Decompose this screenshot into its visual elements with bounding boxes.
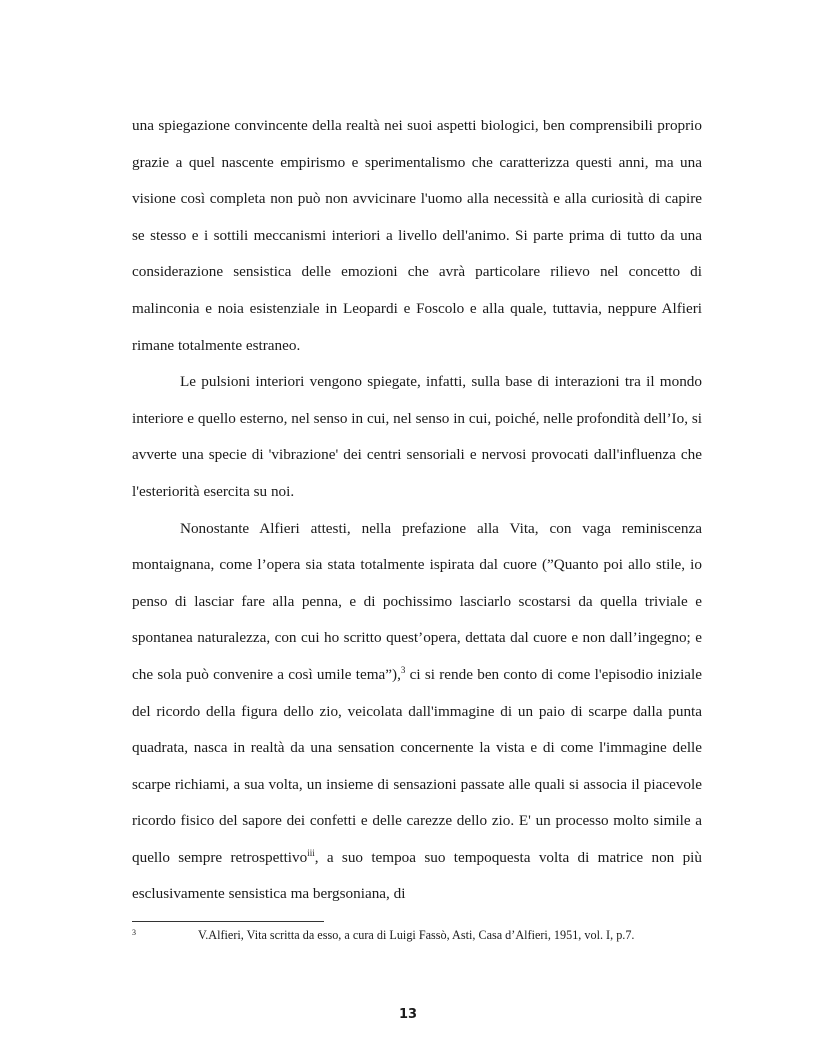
footnote-text: V.Alfieri, Vita scritta da esso, a cura di Luigi Fassò, Asti, Casa d’Alfieri, 1951, vol. I, p.7. [198, 928, 635, 942]
paragraph-3 [132, 511, 702, 914]
paragraph-2-text: Le pulsioni interiori vengono spiegate, infatti, sulla base di interazioni tra il mondo interiore e quello esterno, nel senso in cui, nel senso in cui, poiché, nelle profondità dell’Io, si avverte una specie di 'vibrazione' dei centri sensoriali e nervosi provocati dall'influenza che l'esteriorità esercita su noi. [132, 373, 702, 500]
page-number: 13 [398, 1007, 418, 1022]
paragraph-1 [132, 108, 702, 364]
paragraph-2 [132, 364, 702, 510]
paragraph-1-text: una spiegazione convincente della realtà nei suoi aspetti biologici, ben comprensibili proprio grazie a quel nascente empirismo e sperimentalismo che caratterizza questi anni, ma una visione così completa non può non avvicinare l'uomo alla necessità e alla curiosità di capire se stesso e i sottili meccanismi interiori a livello dell'animo. Si parte prima di tutto da una considerazione sensistica delle emozioni che avrà particolare rilievo nel concetto di malinconia e noia esistenziale in Leopardi e Foscolo e alla quale, tuttavia, neppure Alfieri rimane totalmente estraneo. [132, 117, 702, 354]
paragraph-3-text-start: Nonostante Alfieri attesti, nella prefazione alla Vita, con vaga reminiscenza montaignana, come l’opera sia stata totalmente ispirata dal cuore (”Quanto poi allo stile, io penso di lasciar fare alla penna, e di pochissimo lasciarlo scostarsi da quella triviale e spontanea naturalezza, con cui ho scritto quest’opera, dettata dal cuore e non dall’ingegno; e che sola può convenire a così umile tema”), [132, 519, 702, 683]
footnote-marker: 3 [132, 928, 136, 937]
footnote-separator [132, 921, 324, 922]
endnote-reference[interactable]: iii [307, 847, 315, 858]
paragraph-3-text-end: , a suo tempoa suo tempoquesta volta di matrice non più esclusivamente sensistica ma bergsoniana, di [132, 848, 702, 903]
paragraph-3-text-middle: ci si rende ben conto di come l'episodio iniziale del ricordo della figura dello zio, veicolata dall'immagine di un paio di scarpe dalla punta quadrata, nasca in realtà da una sensation concernente la vista e di come l'immagine delle scarpe richiami, a sua volta, un insieme di sensazioni passate alle quali si associa il piacevole ricordo fisico del sapore dei confetti e delle carezze dello zio. E' un processo molto simile a quello sempre retrospettivo [132, 665, 702, 866]
body-text [132, 108, 702, 913]
footnote-reference[interactable]: 3 [400, 664, 406, 675]
